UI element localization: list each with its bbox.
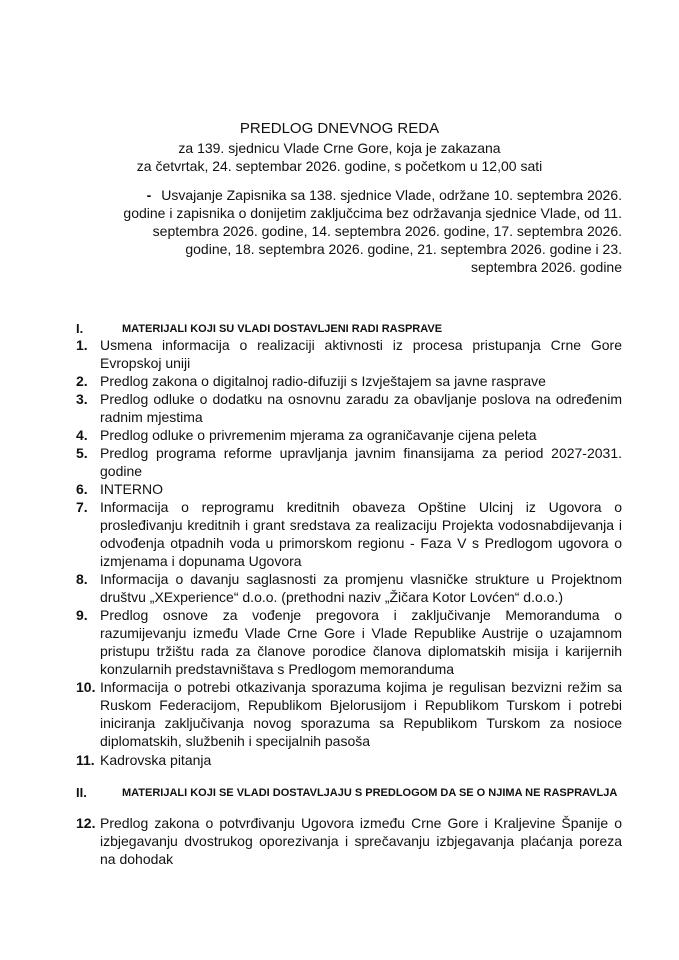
item-number: 3. (76, 391, 88, 407)
item-text: Informacija o reprogramu kreditnih obaveza Opštine Ulcinj iz Ugovora o prosleđivanju kreditnih i grant sredstava za realizaciju Projekta vodosnabdijevanja i odvođenja otpadnih voda u primorskom regionu - Faza V s Predlogom ugovora o izmjenama i dopunama Ugovora (100, 499, 622, 569)
item-text: Informacija o davanju saglasnosti za promjenu vlasničke strukture u Projektnom društvu „XExperience“ d.o.o. (prethodni naziv „Žičara Kotor Lovćen“ d.o.o.) (100, 571, 622, 605)
item-text: INTERNO (100, 481, 163, 497)
section-title-2: MATERIJALI KOJI SE VLADI DOSTAVLJAJU S PREDLOGOM DA SE O NJIMA NE RASPRAVLJA (122, 787, 618, 799)
intro-line-3: septembra 2026. godine, 14. septembra 2026. godine, 17. septembra 2026. (152, 223, 622, 239)
item-text: Predlog programa reforme upravljanja javnim finansijama za period 2027-2031. godine (100, 445, 622, 479)
item-text: Predlog odluke o dodatku na osnovnu zaradu za obavljanje poslova na određenim radnim mjestima (100, 391, 622, 425)
item-text: Predlog odluke o privremenim mjerama za ograničavanje cijena peleta (100, 427, 537, 443)
intro-dash: - (146, 187, 152, 203)
section-title-1: MATERIJALI KOJI SU VLADI DOSTAVLJENI RADI RASPRAVE (122, 323, 443, 335)
intro-line-5: septembra 2026. godine (471, 259, 622, 275)
item-text: Usmena informacija o realizaciji aktivnosti iz procesa pristupanja Crne Gore Evropskoj uniji (100, 337, 622, 371)
item-text: Predlog zakona o digitalnoj radio-difuziji s Izvještajem sa javne rasprave (100, 373, 546, 389)
intro-line-2: godine i zapisnika o donijetim zaključcima bez održavanja sjednice Vlade, od 11. (123, 205, 622, 221)
document-title: PREDLOG DNEVNOG REDA (239, 120, 440, 137)
section-numeral-2: II. (76, 785, 87, 800)
intro-text-1: Usvajanje Zapisnika sa 138. sjednice Vlade, održane 10. septembra 2026. (161, 187, 622, 203)
item-number: 2. (76, 373, 88, 389)
item-number: 10. (76, 679, 96, 695)
session-line: za 139. sjednicu Vlade Crne Gore, koja je zakazana (178, 140, 501, 156)
item-number: 12. (76, 815, 96, 831)
date-line: za četvrtak, 24. septembar 2026. godine, s početkom u 12,00 sati (136, 158, 543, 174)
item-number: 4. (76, 427, 88, 443)
item-number: 9. (76, 607, 88, 623)
item-number: 7. (76, 499, 88, 515)
item-number: 8. (76, 571, 88, 587)
section-numeral-1: I. (76, 321, 84, 336)
item-number: 1. (76, 337, 88, 353)
item-number: 11. (76, 752, 95, 768)
item-text: Predlog osnove za vođenje pregovora i zaključivanje Memoranduma o razumijevanju između Vlade Crne Gore i Vlade Republike Austrije o uzajamnom pristupu tržištu rada za članove porodice članova diplomatskih misija i karijernih konzularnih predstavništava s Predlogom memoranduma (100, 607, 622, 677)
item-text: Predlog zakona o potvrđivanju Ugovora između Crne Gore i Kraljevine Španije o izbjegavanju dvostrukog oporezivanja i sprečavanju izbjegavanja plaćanja poreza na dohodak (100, 815, 622, 867)
item-text: Kadrovska pitanja (100, 752, 212, 768)
item-number: 6. (76, 481, 88, 497)
intro-line-1 (78, 186, 622, 204)
intro-line-4: godine, 18. septembra 2026. godine, 21. septembra 2026. godine i 23. (185, 241, 622, 257)
item-number: 5. (76, 445, 88, 461)
item-text: Informacija o potrebi otkazivanja sporazuma kojima je regulisan bezvizni režim sa Ruskom Federacijom, Republikom Bjelorusijom i Republikom Turskom i potrebi iniciranja zaključivanja novog sporazuma sa Republikom Turskom za nosioce diplomatskih, službenih i specijalnih pasoša (100, 679, 622, 749)
